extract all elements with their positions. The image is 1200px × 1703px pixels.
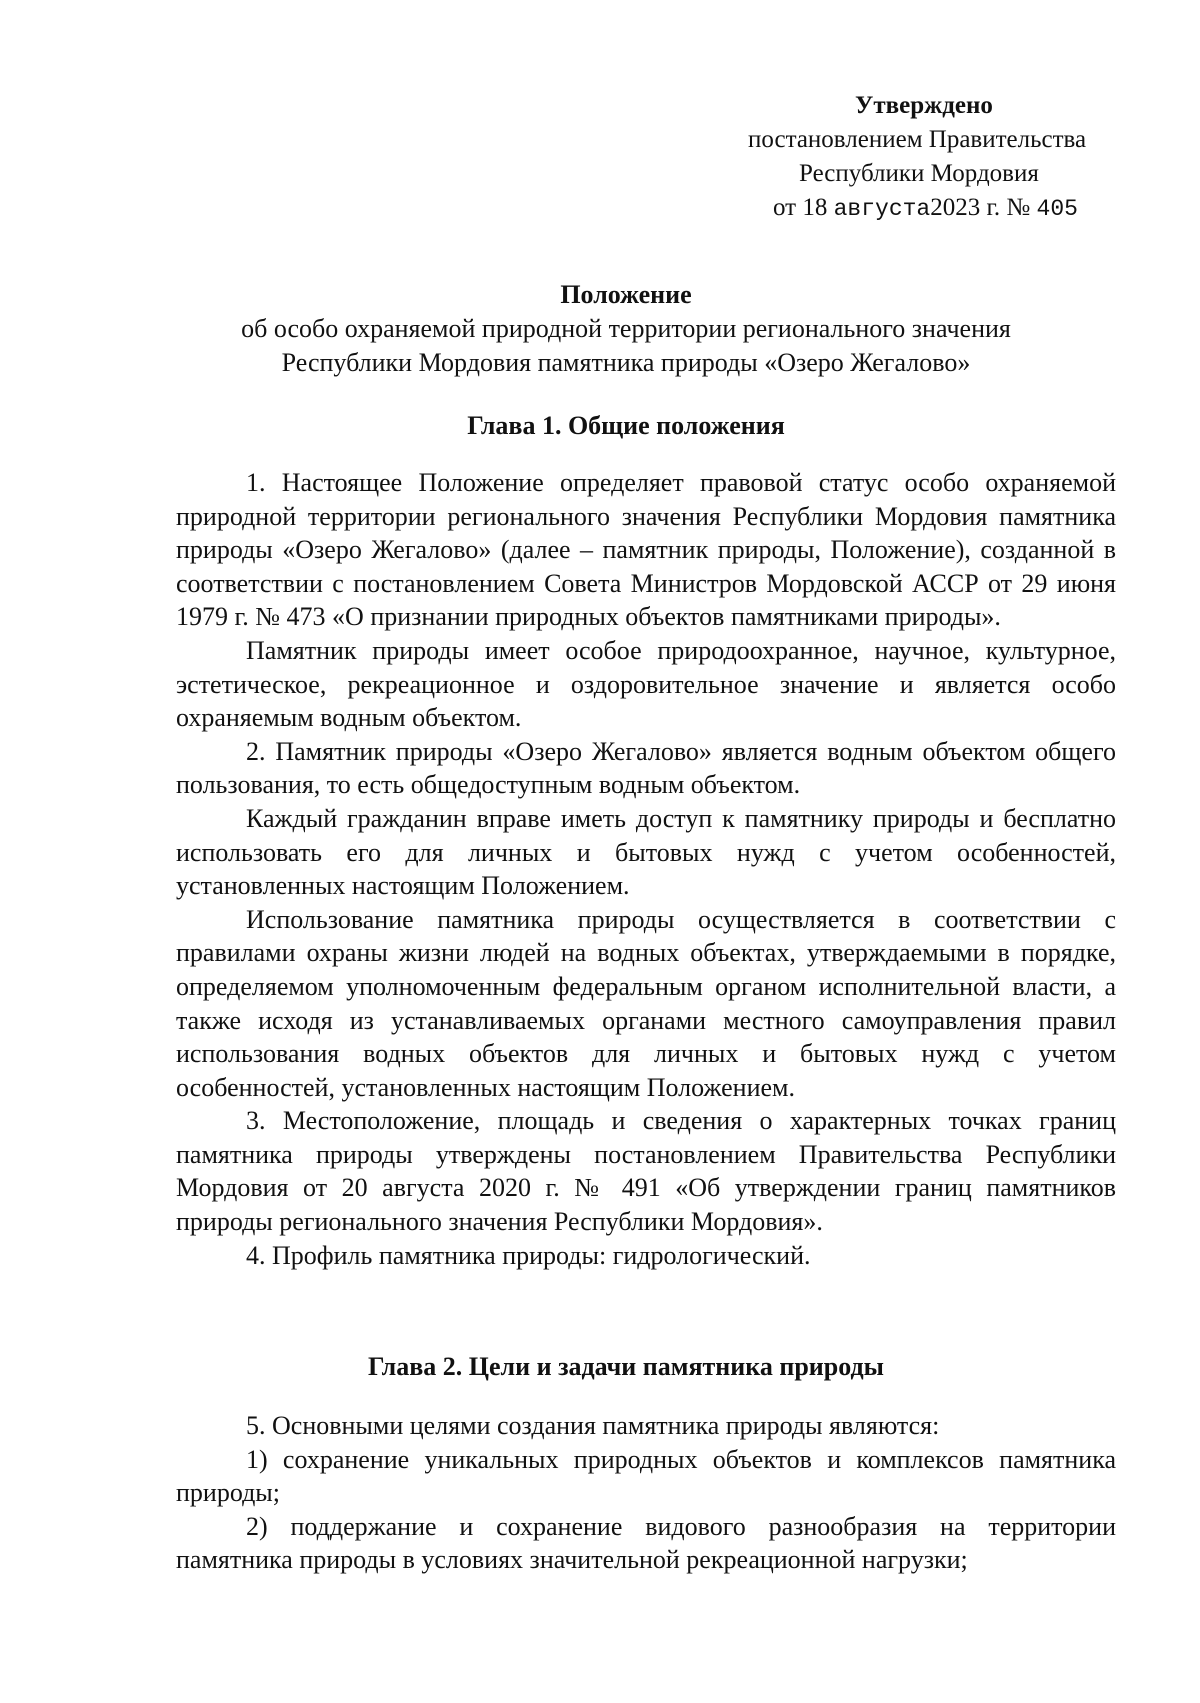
chapter-1-heading: Глава 1. Общие положения (467, 411, 785, 440)
approval-date-line (773, 192, 1078, 225)
approval-number: 405 (1036, 196, 1078, 222)
paragraph: 4. Профиль памятника природы: гидрологический. (246, 1240, 811, 1270)
paragraph: Памятник природы имеет особое природоохранное, научное, культурное, эстетическое, рекреационное и оздоровительное значение и является особо охраняемым водным объектом. (176, 635, 1116, 733)
paragraph: 5. Основными целями создания памятника природы являются: (246, 1411, 940, 1440)
approval-line-1: постановлением Правительства (748, 126, 1087, 153)
approval-line-2: Республики Мордовия (799, 160, 1039, 187)
document-title-block (176, 278, 1076, 380)
paragraph: 2) поддержание и сохранение видового разнообразия на территории памятника природы в условиях значительной рекреационной нагрузки; (176, 1511, 1116, 1575)
document-title: Положение (560, 280, 692, 309)
chapter-2-heading: Глава 2. Цели и задачи памятника природы (368, 1352, 884, 1381)
document-subtitle-line-1: об особо охраняемой природной территории регионального значения (241, 314, 1011, 343)
approval-date-month: августа (833, 196, 931, 222)
paragraph: 3. Местоположение, площадь и сведения о характерных точках границ памятника природы утверждены постановлением Правительства Республики Мордовия от 20 августа 2020 г. № 491 «Об утверждении границ памятников природы регионального значения Республики Мордовия». (176, 1106, 1116, 1237)
document-subtitle-line-2: Республики Мордовия памятника природы «Озеро Жегалово» (281, 348, 971, 377)
paragraph: 1) сохранение уникальных природных объектов и комплексов памятника природы; (176, 1444, 1116, 1508)
paragraph: 2. Памятник природы «Озеро Жегалово» является водным объектом общего пользования, то есть общедоступным водным объектом. (176, 736, 1116, 800)
approval-date-year: 2023 (930, 194, 981, 221)
paragraph: 1. Настоящее Положение определяет правовой статус особо охраняемой природной территории регионального значения Республики Мордовия памятника природы «Озеро Жегалово» (далее – памятник природы, Положение), созданной в соответствии с постановлением Совета Министров Мордовской АССР от 29 июня 1979 г. № 473 «О признании природных объектов памятниками природы». (176, 468, 1116, 632)
paragraph: Использование памятника природы осуществляется в соответствии с правилами охраны жизни людей на водных объектах, утверждаемыми в порядке, определяемом уполномоченным федеральным органом исполнительной власти, а также исходя из устанавливаемых органами местного самоуправления правил использования водных объектов для личных и бытовых нужд с учетом особенностей, установленных настоящим Положением. (176, 904, 1116, 1102)
approval-date-prefix: от 18 (773, 194, 828, 221)
paragraph: Каждый гражданин вправе иметь доступ к памятнику природы и бесплатно использовать его для личных и бытовых нужд с учетом особенностей, установленных настоящим Положением. (176, 803, 1116, 901)
approval-title: Утверждено (855, 92, 993, 119)
approval-date-g: г. № (986, 194, 1031, 221)
chapter-2-body (176, 1409, 1116, 1577)
chapter-1-body (176, 466, 1116, 1272)
